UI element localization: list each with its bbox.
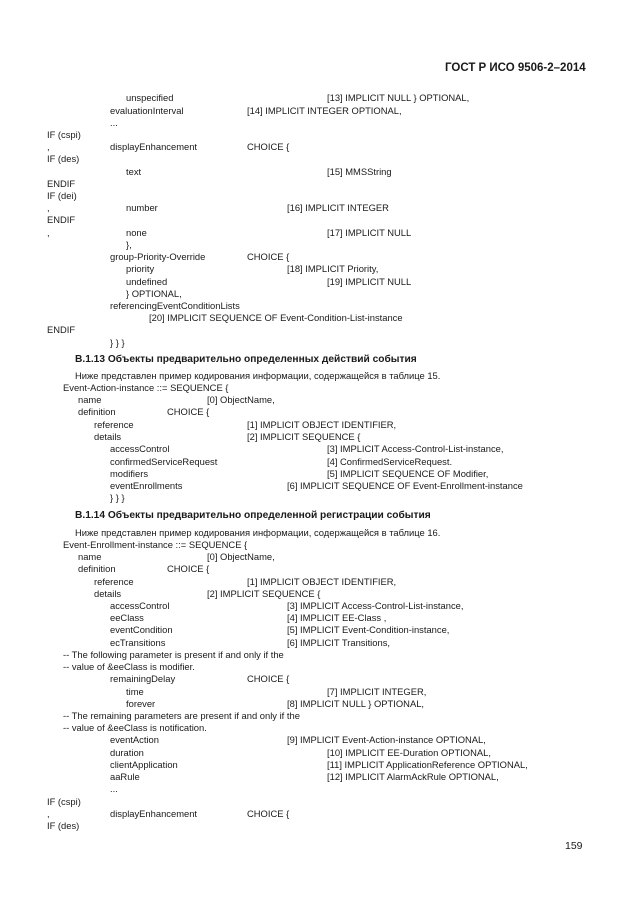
code-line: [6] IMPLICIT Transitions, [287,637,390,648]
code-line: [1] IMPLICIT OBJECT IDENTIFIER, [247,576,397,587]
code-line: [19] IMPLICIT NULL [327,276,412,287]
code-line: name [78,551,102,562]
standard-header: ГОСТ Р ИСО 9506-2–2014 [445,62,586,74]
code-line: } OPTIONAL, [126,288,182,299]
code-line: reference [94,576,134,587]
code-comment: -- value of &eeClass is notification. [63,722,207,733]
code-line: undefined [126,276,168,287]
code-line: eventCondition [110,624,173,635]
code-line: [2] IMPLICIT SEQUENCE { [247,431,361,442]
code-line: eventAction [110,734,159,745]
code-line: evaluationInterval [110,105,184,116]
code-line: unspecified [126,92,174,103]
code-line: modifiers [110,468,149,479]
code-line: IF (cspi) [47,796,81,807]
code-line: [14] IMPLICIT INTEGER OPTIONAL, [247,105,402,116]
code-line: eventEnrollments [110,480,183,491]
code-line: [10] IMPLICIT EE-Duration OPTIONAL, [327,747,491,758]
code-line: name [78,394,102,405]
section-heading: B.1.13 Объекты предварительно определенных действий события [75,354,417,365]
code-comment: -- The remaining parameters are present if and only if the [63,710,300,721]
code-line: [8] IMPLICIT NULL } OPTIONAL, [287,698,425,709]
code-line: CHOICE { [167,406,210,417]
code-line: remainingDelay [110,673,176,684]
code-comment: -- The following parameter is present if and only if the [63,649,284,660]
code-line: ENDIF [47,214,76,225]
code-line: group-Priority-Override [110,251,206,262]
code-line: [15] MMSString [327,166,392,177]
code-line: [3] IMPLICIT Access-Control-List-instance, [287,600,464,611]
code-line: forever [126,698,156,709]
code-line: , [47,141,50,152]
code-line: ENDIF [47,324,76,335]
code-line: IF (des) [47,153,80,164]
code-line: [20] IMPLICIT SEQUENCE OF Event-Condition-List-instance [149,312,403,323]
code-line: referencingEventConditionLists [110,300,240,311]
code-line: [16] IMPLICIT INTEGER [287,202,389,213]
code-line: details [94,588,122,599]
code-line: duration [110,747,144,758]
code-line: Event-Enrollment-instance ::= SEQUENCE { [63,539,248,550]
code-line: , [47,202,50,213]
code-line: priority [126,263,155,274]
code-line: [5] IMPLICIT SEQUENCE OF Modifier, [327,468,489,479]
code-line: [12] IMPLICIT AlarmAckRule OPTIONAL, [327,771,499,782]
code-line: CHOICE { [247,673,290,684]
code-line: none [126,227,147,238]
code-comment: -- value of &eeClass is modifier. [63,661,195,672]
code-line: number [126,202,158,213]
code-line: ... [110,117,118,128]
code-line: [11] IMPLICIT ApplicationReference OPTIONAL, [327,759,528,770]
code-line: [4] IMPLICIT EE-Class , [287,612,387,623]
code-line: aaRule [110,771,140,782]
code-line: displayEnhancement [110,141,198,152]
code-line: displayEnhancement [110,808,198,819]
code-line: definition [78,563,116,574]
code-line: [9] IMPLICIT Event-Action-instance OPTIONAL, [287,734,486,745]
code-line: [3] IMPLICIT Access-Control-List-instance, [327,443,504,454]
code-line: IF (dei) [47,190,77,201]
code-line: CHOICE { [167,563,210,574]
code-line: }, [126,239,132,250]
code-line: [6] IMPLICIT SEQUENCE OF Event-Enrollment-instance [287,480,523,491]
code-line: CHOICE { [247,808,290,819]
code-line: IF (des) [47,820,80,831]
code-line: [18] IMPLICIT Priority, [287,263,379,274]
code-line: [5] IMPLICIT Event-Condition-instance, [287,624,450,635]
code-line: definition [78,406,116,417]
code-line: [2] IMPLICIT SEQUENCE { [207,588,321,599]
section-heading: B.1.14 Объекты предварительно определенной регистрации события [75,510,431,521]
code-line: confirmedServiceRequest [110,456,218,467]
code-line: ... [110,783,118,794]
code-line: eeClass [110,612,144,623]
code-line: , [47,227,50,238]
code-line: [4] ConfirmedServiceRequest. [327,456,453,467]
code-line: ecTransitions [110,637,166,648]
section-intro: Ниже представлен пример кодирования информации, содержащейся в таблице 16. [75,527,441,538]
code-line: accessControl [110,443,170,454]
code-line: [13] IMPLICIT NULL } OPTIONAL, [327,92,470,103]
page-number: 159 [565,840,583,852]
code-line: clientApplication [110,759,178,770]
code-line: [17] IMPLICIT NULL [327,227,412,238]
code-line: details [94,431,122,442]
code-line: , [47,808,50,819]
code-line: [1] IMPLICIT OBJECT IDENTIFIER, [247,419,397,430]
code-line: CHOICE { [247,251,290,262]
code-line: } } } [110,492,125,503]
code-line: accessControl [110,600,170,611]
code-line: CHOICE { [247,141,290,152]
code-line: [7] IMPLICIT INTEGER, [327,686,427,697]
code-line: [0] ObjectName, [207,551,275,562]
code-line: IF (cspi) [47,129,81,140]
code-line: ENDIF [47,178,76,189]
section-intro: Ниже представлен пример кодирования информации, содержащейся в таблице 15. [75,370,441,381]
code-line: time [126,686,144,697]
code-line: Event-Action-instance ::= SEQUENCE { [63,382,229,393]
code-line: text [126,166,142,177]
code-line: [0] ObjectName, [207,394,275,405]
code-line: reference [94,419,134,430]
code-line: } } } [110,337,125,348]
